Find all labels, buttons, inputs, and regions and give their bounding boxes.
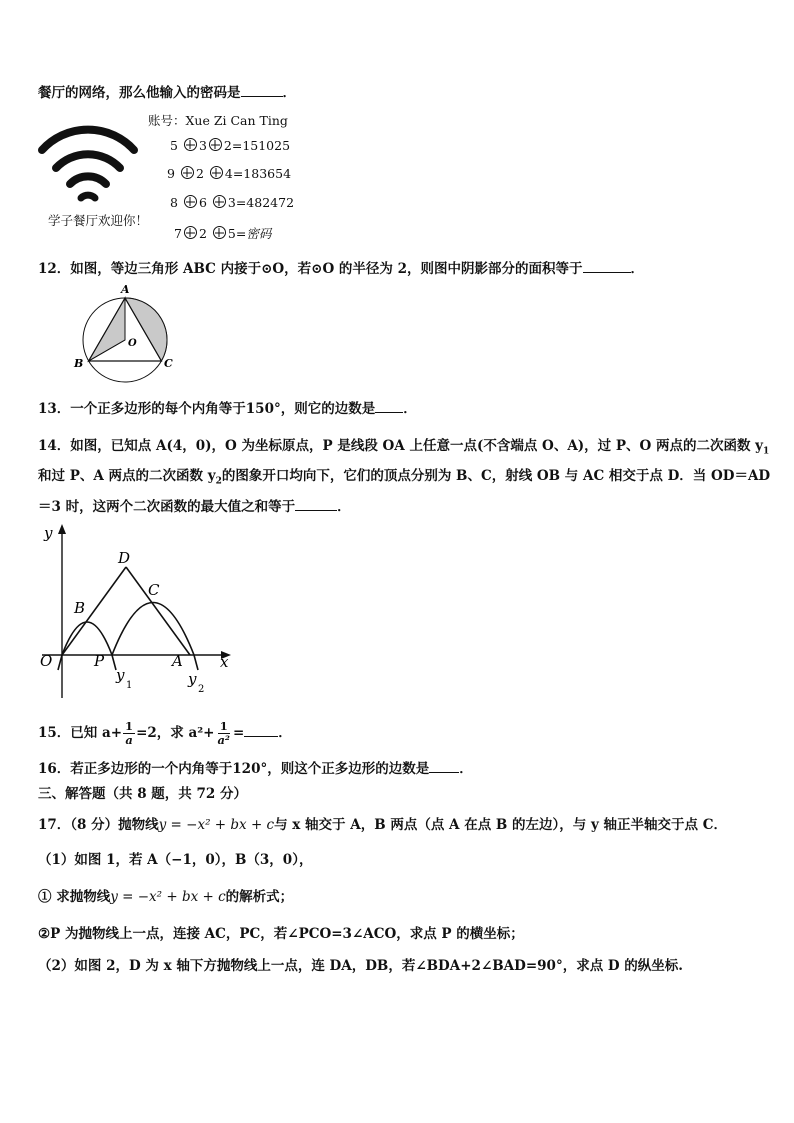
cipher-row: 8 6 3=482472 [170,195,295,210]
wifi-account: 账号：Xue Zi Can Ting [148,113,288,128]
svg-text:P: P [94,652,105,670]
circled-plus-icon [184,138,197,151]
wifi-welcome: 学子餐厅欢迎你！ [48,213,149,228]
q16-text: 16．若正多边形的一个内角等于120°，则这个正多边形的边数是 ． [38,758,473,779]
q13-text: 13．一个正多边形的每个内角等于150°，则它的边数是 ． [38,398,417,419]
q17-part1a: ① 求抛物线y = −x² + bx + c的解析式； [38,889,294,905]
circled-plus-icon [184,226,197,239]
q14-line1: 14．如图，已知点 A(4，0)，O 为坐标原点，P 是线段 OA 上任意一点(不含端点 O、A)，过 P、O 两点的二次函数 $y_1$ [38,438,770,457]
fraction: $\frac{1}{\text{a²}}$ [217,719,230,747]
svg-text:D: D [118,549,131,567]
label-B: B [74,357,84,370]
answer-blank [429,758,459,773]
svg-text:2: 2 [198,684,205,695]
q14-line2: 和过 P、A 两点的二次函数 $y_2$的图象开口均向下，它们的顶点分别为 B、C，射线 OB 与 AC 相交于点 D．当 OD＝AD [38,468,771,487]
label-C: C [164,357,173,370]
circled-plus-icon [210,166,223,179]
section-title: 三、解答题（共 8 题，共 72 分） [38,786,247,802]
svg-text:O: O [40,652,53,670]
circled-plus-icon [213,226,226,239]
svg-text:A: A [172,652,183,670]
circled-plus-icon [213,195,226,208]
answer-blank [375,398,403,413]
svg-text:y: y [116,666,125,684]
answer-blank [244,722,278,737]
wifi-icon [36,118,140,210]
svg-text:B: B [74,599,86,617]
svg-text:x: x [220,653,229,671]
cipher-row: 9 2 4=183654 [167,166,292,181]
q17-part2: （2）如图 2，D 为 x 轴下方抛物线上一点，连 DA，DB，若∠BDA+2∠BAD=90°，求点 D 的纵坐标. [38,958,684,974]
q11-tail: 餐厅的网络，那么他输入的密码是 ． [38,82,296,103]
fraction: $\frac{1}{a}$ [125,719,134,747]
shaded-segment [125,298,167,361]
q14-figure [36,520,236,700]
q17-part1: （1）如图 1，若 A（−1，0），B（3，0）， [38,852,313,868]
svg-text:y: y [44,524,53,542]
q12-figure [70,282,186,386]
q17-part1b: ②P 为抛物线上一点，连接 AC，PC，若∠PCO=3∠ACO，求点 P 的横坐标； [38,926,524,942]
svg-text:1: 1 [126,680,133,691]
label-A: A [121,283,130,296]
circled-plus-icon [184,195,197,208]
cipher-row: 7 2 5=密码 [174,226,272,241]
cipher-row: 5 3 2=151025 [170,138,291,153]
svg-text:y: y [188,670,197,688]
answer-blank [241,82,283,97]
circled-plus-icon [181,166,194,179]
label-O: O [128,338,137,349]
q17-head: 17．（8 分）抛物线y = −x² + bx + c与 x 轴交于 A，B 两点（点 A 在点 B 的左边），与 y 轴正半轴交于点 C． [38,817,727,833]
q14-line3: ＝3 时，这两个二次函数的最大值之和等于 ． [38,496,351,517]
q15-text: 15．已知 a+ $\frac{1}{a}$ =2，求 a²+ $\frac{1}{\text{a²}}$ = ． [38,719,292,747]
answer-blank [295,496,337,511]
circled-plus-icon [209,138,222,151]
svg-text:C: C [148,581,160,599]
answer-blank [583,258,631,273]
q12-text: 12．如图，等边三角形 ABC 内接于⊙O，若⊙O 的半径为 2，则图中阴影部分的面积等于 ． [38,258,644,279]
